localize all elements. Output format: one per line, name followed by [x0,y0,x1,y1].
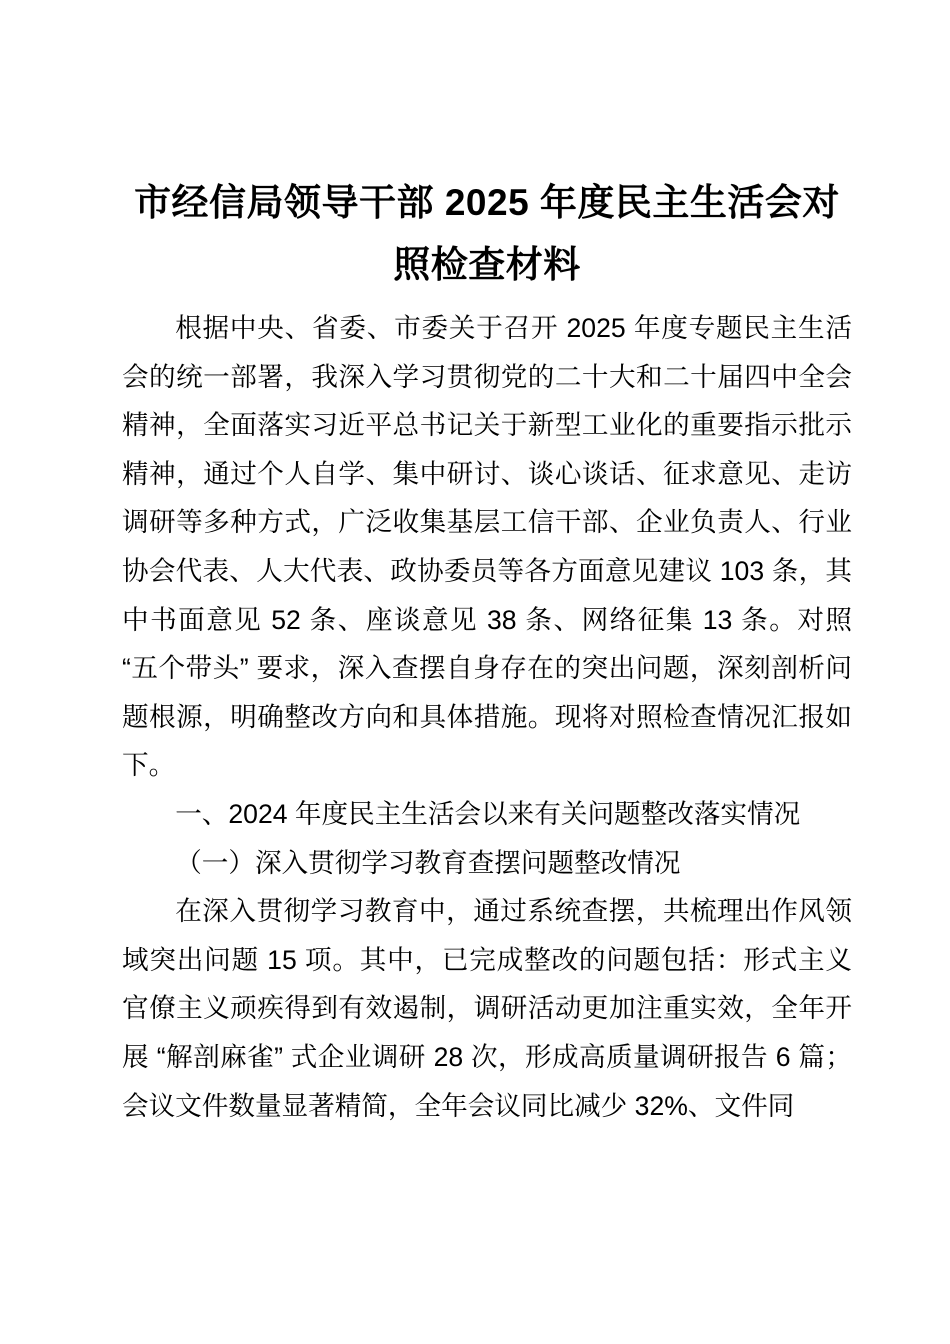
paragraph-introduction: 根据中央、省委、市委关于召开 2025 年度专题民主生活会的统一部署，我深入学习贯彻党的二十大和二十届四中全会精神，全面落实习近平总书记关于新型工业化的重要指示批示精神，通过个人自学、集中研讨、谈心谈话、征求意见、走访调研等多种方式，广泛收集基层工信干部、企业负责人、行业协会代表、人大代表、政协委员等各方面意见建议 103 条，其中书面意见 52 条、座谈意见 38 条、网络征集 13 条。对照 “五个带头” 要求，深入查摆自身存在的突出问题，深刻剖析问题根源，明确整改方向和具体措施。现将对照检查情况汇报如下。 [122,313,852,781]
document-content [122,172,852,1130]
paragraph-rectification-details: 在深入贯彻学习教育中，通过系统查摆，共梳理出作风领域突出问题 15 项。其中，已完成整改的问题包括：形式主义官僚主义顽疾得到有效遏制，调研活动更加注重实效，全年开展 “解剖麻雀” 式企业调研 28 次，形成高质量调研报告 6 篇；会议文件数量显著精简，全年会议同比减少 32%、文件同 [122,896,852,1121]
section-heading-rectification-status: 一、2024 年度民主生活会以来有关问题整改落实情况 [175,798,801,829]
subsection-heading-education-rectification: （一）深入贯彻学习教育查摆问题整改情况 [175,847,681,878]
document-title: 市经信局领导干部 2025 年度民主生活会对照检查材料 [134,182,840,285]
